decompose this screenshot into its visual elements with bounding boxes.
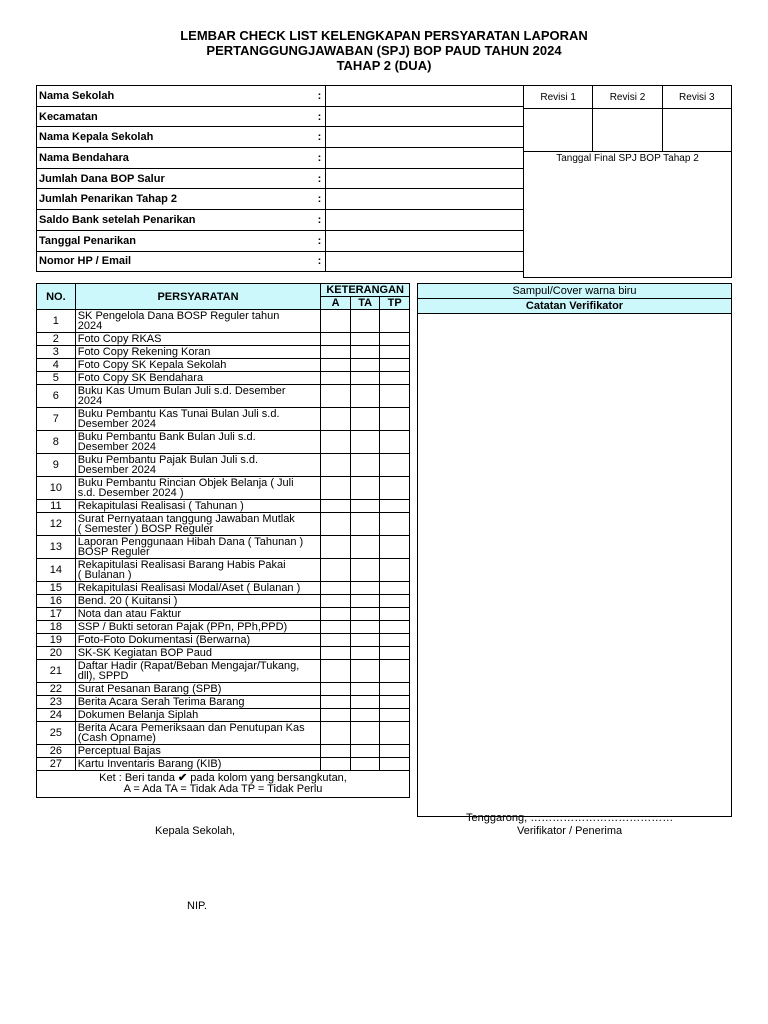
requirement-cell — [75, 513, 321, 536]
checkbox-a[interactable] — [321, 634, 351, 647]
requirement-cell — [75, 647, 321, 660]
requirement-line-1: Foto-Foto Dokumentasi (Berwarna) — [77, 634, 251, 646]
checklist-row — [37, 709, 410, 722]
checklist-row — [37, 477, 410, 500]
checkbox-a[interactable] — [321, 359, 351, 372]
row-number: 2 — [37, 333, 76, 346]
revisi-3-box[interactable] — [662, 109, 731, 152]
col-header-ta: TA — [350, 297, 380, 310]
requirement-line-1: SK Pengelola Dana BOSP Reguler tahun — [77, 310, 280, 322]
info-value-field[interactable] — [326, 127, 524, 148]
info-row — [37, 106, 524, 127]
checkbox-ta[interactable] — [350, 408, 380, 431]
requirement-line-1: Rekapitulasi Realisasi Barang Habis Pakai — [77, 559, 286, 571]
checkbox-a[interactable] — [321, 372, 351, 385]
checklist-row — [37, 634, 410, 647]
checklist-row — [37, 683, 410, 696]
row-number: 12 — [37, 513, 76, 536]
col-header-persyaratan: PERSYARATAN — [75, 284, 321, 310]
checkbox-ta[interactable] — [350, 634, 380, 647]
checkbox-ta[interactable] — [350, 683, 380, 696]
row-number: 22 — [37, 683, 76, 696]
school-info-table — [36, 85, 524, 272]
checkbox-a[interactable] — [321, 722, 351, 745]
requirement-line-2: ( Semester ) BOSP Reguler — [77, 523, 214, 535]
checkbox-a[interactable] — [321, 696, 351, 709]
col-header-no: NO. — [37, 284, 76, 310]
legend-text-post: pada kolom yang bersangkutan, — [187, 772, 347, 784]
row-number: 10 — [37, 477, 76, 500]
checklist-row — [37, 722, 410, 745]
info-label: Nama Sekolah — [37, 86, 314, 107]
checklist-row — [37, 758, 410, 771]
info-colon: : — [313, 189, 325, 210]
checkbox-ta[interactable] — [350, 608, 380, 621]
info-colon: : — [313, 148, 325, 169]
row-number: 25 — [37, 722, 76, 745]
info-value-field[interactable] — [326, 210, 524, 231]
checkbox-tp[interactable] — [380, 683, 410, 696]
requirement-line-1: Surat Pesanan Barang (SPB) — [77, 683, 222, 695]
checkbox-ta[interactable] — [350, 709, 380, 722]
checkbox-tp[interactable] — [380, 536, 410, 559]
checkbox-a[interactable] — [321, 709, 351, 722]
requirement-line-2: 2024 — [77, 320, 103, 332]
checkbox-tp[interactable] — [380, 372, 410, 385]
cover-note: Sampul/Cover warna biru — [418, 284, 732, 299]
checkbox-ta[interactable] — [350, 536, 380, 559]
info-colon: : — [313, 106, 325, 127]
checkbox-ta[interactable] — [350, 660, 380, 683]
final-date-label: Tanggal Final SPJ BOP Tahap 2 — [556, 153, 699, 164]
revisi-1-header: Revisi 1 — [524, 86, 593, 109]
checkbox-tp[interactable] — [380, 696, 410, 709]
checkbox-a[interactable] — [321, 513, 351, 536]
checkbox-tp[interactable] — [380, 722, 410, 745]
row-number: 9 — [37, 454, 76, 477]
requirement-line-1: Daftar Hadir (Rapat/Beban Mengajar/Tukang, — [77, 660, 300, 672]
title-line-2: PERTANGGUNGJAWABAN (SPJ) BOP PAUD TAHUN 2024 — [206, 43, 562, 58]
info-row — [37, 251, 524, 272]
checklist-row — [37, 346, 410, 359]
requirement-cell — [75, 500, 321, 513]
requirement-line-1: Buku Pembantu Rincian Objek Belanja ( Juli — [77, 477, 294, 489]
requirement-cell — [75, 408, 321, 431]
checkbox-a[interactable] — [321, 683, 351, 696]
checkbox-ta[interactable] — [350, 385, 380, 408]
requirement-line-2: dll), SPPD — [77, 670, 129, 682]
row-number: 23 — [37, 696, 76, 709]
requirement-cell — [75, 582, 321, 595]
checkbox-ta[interactable] — [350, 745, 380, 758]
checklist-row — [37, 454, 410, 477]
checkbox-tp[interactable] — [380, 385, 410, 408]
checklist-row — [37, 595, 410, 608]
info-label: Kecamatan — [37, 106, 314, 127]
requirement-cell — [75, 559, 321, 582]
checklist-row — [37, 621, 410, 634]
requirement-line-1: Foto Copy SK Kepala Sekolah — [77, 359, 227, 371]
checkbox-tp[interactable] — [380, 660, 410, 683]
info-row — [37, 86, 524, 107]
requirement-cell — [75, 385, 321, 408]
place-date: Tenggarong, ………………………………… — [466, 812, 674, 824]
checkbox-tp[interactable] — [380, 500, 410, 513]
requirement-line-2: BOSP Reguler — [77, 546, 150, 558]
checkbox-ta[interactable] — [350, 582, 380, 595]
checkbox-tp[interactable] — [380, 513, 410, 536]
checkbox-a[interactable] — [321, 346, 351, 359]
checkbox-tp[interactable] — [380, 333, 410, 346]
final-date-box[interactable] — [524, 152, 732, 278]
checkbox-a[interactable] — [321, 582, 351, 595]
checkbox-ta[interactable] — [350, 477, 380, 500]
row-number: 16 — [37, 595, 76, 608]
checklist-row — [37, 582, 410, 595]
legend-text-pre: Ket : Beri tanda — [99, 772, 179, 784]
info-colon: : — [313, 127, 325, 148]
info-colon: : — [313, 86, 325, 107]
requirement-cell — [75, 758, 321, 771]
kepala-sekolah-label: Kepala Sekolah, — [155, 825, 236, 837]
requirement-line-1: Rekapitulasi Realisasi ( Tahunan ) — [77, 500, 244, 512]
checkbox-a[interactable] — [321, 310, 351, 333]
requirement-line-1: Dokumen Belanja Siplah — [77, 709, 199, 721]
revisi-2-box[interactable] — [593, 109, 662, 152]
info-label: Nomor HP / Email — [37, 251, 314, 272]
info-value-field[interactable] — [326, 86, 524, 107]
requirement-line-2: ( Bulanan ) — [77, 569, 132, 581]
requirement-line-1: Berita Acara Pemeriksaan dan Penutupan Kas — [77, 722, 305, 734]
requirement-line-2: Desember 2024 — [77, 441, 156, 453]
info-label: Nama Kepala Sekolah — [37, 127, 314, 148]
checkbox-tp[interactable] — [380, 408, 410, 431]
checklist-row — [37, 559, 410, 582]
checklist-row — [37, 408, 410, 431]
info-row — [37, 148, 524, 169]
checklist-row — [37, 696, 410, 709]
col-header-tp: TP — [380, 297, 410, 310]
requirement-line-1: Buku Pembantu Pajak Bulan Juli s.d. — [77, 454, 259, 466]
checkbox-tp[interactable] — [380, 745, 410, 758]
row-number: 3 — [37, 346, 76, 359]
info-label: Saldo Bank setelah Penarikan — [37, 210, 314, 231]
row-number: 21 — [37, 660, 76, 683]
row-number: 18 — [37, 621, 76, 634]
requirement-line-2: Desember 2024 — [77, 464, 156, 476]
checkbox-ta[interactable] — [350, 372, 380, 385]
info-value-field[interactable] — [326, 148, 524, 169]
info-value-field[interactable] — [326, 168, 524, 189]
info-row — [37, 189, 524, 210]
checkbox-a[interactable] — [321, 431, 351, 454]
info-row — [37, 168, 524, 189]
checkbox-ta[interactable] — [350, 454, 380, 477]
checklist-row — [37, 431, 410, 454]
row-number: 15 — [37, 582, 76, 595]
row-number: 4 — [37, 359, 76, 372]
checkbox-a[interactable] — [321, 477, 351, 500]
info-value-field[interactable] — [326, 189, 524, 210]
info-value-field[interactable] — [326, 230, 524, 251]
checkbox-tp[interactable] — [380, 582, 410, 595]
checkbox-a[interactable] — [321, 408, 351, 431]
row-number: 26 — [37, 745, 76, 758]
requirement-line-1: Kartu Inventaris Barang (KIB) — [77, 758, 222, 770]
info-label: Tanggal Penarikan — [37, 230, 314, 251]
requirement-line-2: 2024 — [77, 395, 103, 407]
checkbox-ta[interactable] — [350, 310, 380, 333]
requirement-cell — [75, 359, 321, 372]
info-row — [37, 230, 524, 251]
requirement-cell — [75, 536, 321, 559]
requirement-line-2: Desember 2024 — [77, 418, 156, 430]
info-colon: : — [313, 251, 325, 272]
info-label: Nama Bendahara — [37, 148, 314, 169]
checkmark-icon: ✔ — [178, 772, 188, 784]
info-colon: : — [313, 230, 325, 251]
requirement-line-1: Bend. 20 ( Kuitansi ) — [77, 595, 178, 607]
row-number: 20 — [37, 647, 76, 660]
checklist-row — [37, 359, 410, 372]
revisi-2-header: Revisi 2 — [593, 86, 662, 109]
checkbox-tp[interactable] — [380, 310, 410, 333]
row-number: 7 — [37, 408, 76, 431]
revisi-1-box[interactable] — [524, 109, 593, 152]
requirement-cell — [75, 696, 321, 709]
checklist-row — [37, 500, 410, 513]
requirement-line-2: (Cash Opname) — [77, 732, 156, 744]
checkbox-tp[interactable] — [380, 359, 410, 372]
legend-line-2: A = Ada TA = Tidak Ada TP = Tidak Perlu — [123, 783, 323, 795]
title-line-1: LEMBAR CHECK LIST KELENGKAPAN PERSYARATAN LAPORAN — [180, 28, 588, 43]
row-number: 6 — [37, 385, 76, 408]
nip-label: NIP. — [187, 900, 207, 912]
row-number: 11 — [37, 500, 76, 513]
col-header-keterangan: KETERANGAN — [321, 284, 410, 297]
verifier-notes-table — [417, 283, 732, 817]
checkbox-ta[interactable] — [350, 621, 380, 634]
requirement-cell — [75, 745, 321, 758]
info-label: Jumlah Penarikan Tahap 2 — [37, 189, 314, 210]
requirement-line-1: Buku Pembantu Kas Tunai Bulan Juli s.d. — [77, 408, 280, 420]
checklist-row — [37, 310, 410, 333]
checkbox-ta[interactable] — [350, 500, 380, 513]
checkbox-ta[interactable] — [350, 696, 380, 709]
checkbox-tp[interactable] — [380, 454, 410, 477]
catatan-verifikator-header: Catatan Verifikator — [418, 299, 732, 314]
row-number: 27 — [37, 758, 76, 771]
requirement-cell — [75, 477, 321, 500]
requirement-cell — [75, 595, 321, 608]
checkbox-ta[interactable] — [350, 647, 380, 660]
checkbox-ta[interactable] — [350, 722, 380, 745]
requirement-cell — [75, 310, 321, 333]
checkbox-tp[interactable] — [380, 477, 410, 500]
requirement-cell — [75, 660, 321, 683]
info-value-field[interactable] — [326, 106, 524, 127]
checkbox-ta[interactable] — [350, 758, 380, 771]
checkbox-a[interactable] — [321, 385, 351, 408]
checklist-table — [36, 283, 410, 798]
checkbox-a[interactable] — [321, 333, 351, 346]
requirement-cell — [75, 722, 321, 745]
requirement-line-1: Buku Pembantu Bank Bulan Juli s.d. — [77, 431, 256, 443]
row-number: 1 — [37, 310, 76, 333]
checklist-row — [37, 513, 410, 536]
checklist-row — [37, 333, 410, 346]
info-value-field[interactable] — [326, 251, 524, 272]
requirement-line-1: Buku Kas Umum Bulan Juli s.d. Desember — [77, 385, 286, 397]
row-number: 14 — [37, 559, 76, 582]
requirement-cell — [75, 333, 321, 346]
checkbox-ta[interactable] — [350, 333, 380, 346]
checkbox-tp[interactable] — [380, 346, 410, 359]
requirement-line-1: SK-SK Kegiatan BOP Paud — [77, 647, 213, 659]
document-title — [0, 28, 768, 73]
row-number: 8 — [37, 431, 76, 454]
verifikator-label: Verifikator / Penerima — [517, 825, 623, 837]
info-row — [37, 127, 524, 148]
checkbox-tp[interactable] — [380, 758, 410, 771]
legend-cell — [37, 771, 410, 798]
requirement-cell — [75, 372, 321, 385]
requirement-line-1: Surat Pernyataan tanggung Jawaban Mutlak — [77, 513, 295, 525]
checkbox-a[interactable] — [321, 660, 351, 683]
requirement-cell — [75, 683, 321, 696]
row-number: 19 — [37, 634, 76, 647]
checkbox-a[interactable] — [321, 758, 351, 771]
checkbox-tp[interactable] — [380, 621, 410, 634]
requirement-line-1: SSP / Bukti setoran Pajak (PPn, PPh,PPD) — [77, 621, 288, 633]
revisi-3-header: Revisi 3 — [662, 86, 731, 109]
requirement-line-1: Nota dan atau Faktur — [77, 608, 182, 620]
requirement-line-1: Laporan Penggunaan Hibah Dana ( Tahunan ) — [77, 536, 304, 548]
requirement-line-2: s.d. Desember 2024 ) — [77, 487, 184, 499]
checkbox-ta[interactable] — [350, 346, 380, 359]
requirement-line-1: Perceptual Bajas — [77, 745, 161, 757]
catatan-verifikator-area[interactable] — [418, 314, 732, 817]
checkbox-ta[interactable] — [350, 513, 380, 536]
checklist-row — [37, 647, 410, 660]
checkbox-a[interactable] — [321, 536, 351, 559]
checkbox-tp[interactable] — [380, 709, 410, 722]
checkbox-tp[interactable] — [380, 634, 410, 647]
row-number: 17 — [37, 608, 76, 621]
checkbox-a[interactable] — [321, 608, 351, 621]
requirement-cell — [75, 621, 321, 634]
checkbox-tp[interactable] — [380, 608, 410, 621]
revision-table — [523, 85, 732, 278]
requirement-cell — [75, 634, 321, 647]
checklist-row — [37, 745, 410, 758]
requirement-cell — [75, 346, 321, 359]
requirement-line-1: Rekapitulasi Realisasi Modal/Aset ( Bulanan ) — [77, 582, 301, 594]
row-number: 24 — [37, 709, 76, 722]
row-number: 13 — [37, 536, 76, 559]
requirement-line-1: Foto Copy Rekening Koran — [77, 346, 211, 358]
requirement-line-1: Foto Copy RKAS — [77, 333, 162, 345]
checkbox-ta[interactable] — [350, 359, 380, 372]
requirement-cell — [75, 709, 321, 722]
checkbox-ta[interactable] — [350, 595, 380, 608]
requirement-cell — [75, 431, 321, 454]
checklist-row — [37, 660, 410, 683]
checkbox-a[interactable] — [321, 647, 351, 660]
checkbox-a[interactable] — [321, 621, 351, 634]
requirement-line-1: Foto Copy SK Bendahara — [77, 372, 204, 384]
checkbox-ta[interactable] — [350, 559, 380, 582]
checkbox-a[interactable] — [321, 595, 351, 608]
requirement-cell — [75, 454, 321, 477]
col-header-a: A — [321, 297, 351, 310]
checkbox-tp[interactable] — [380, 431, 410, 454]
checkbox-a[interactable] — [321, 500, 351, 513]
row-number: 5 — [37, 372, 76, 385]
checklist-row — [37, 536, 410, 559]
checklist-row — [37, 372, 410, 385]
checkbox-a[interactable] — [321, 454, 351, 477]
checkbox-tp[interactable] — [380, 559, 410, 582]
title-line-3: TAHAP 2 (DUA) — [336, 58, 432, 73]
checklist-row — [37, 608, 410, 621]
info-label: Jumlah Dana BOP Salur — [37, 168, 314, 189]
checkbox-ta[interactable] — [350, 431, 380, 454]
checkbox-tp[interactable] — [380, 647, 410, 660]
requirement-cell — [75, 608, 321, 621]
checkbox-a[interactable] — [321, 559, 351, 582]
checklist-row — [37, 385, 410, 408]
info-row — [37, 210, 524, 231]
info-colon: : — [313, 210, 325, 231]
checkbox-tp[interactable] — [380, 595, 410, 608]
checkbox-a[interactable] — [321, 745, 351, 758]
info-colon: : — [313, 168, 325, 189]
requirement-line-1: Berita Acara Serah Terima Barang — [77, 696, 245, 708]
